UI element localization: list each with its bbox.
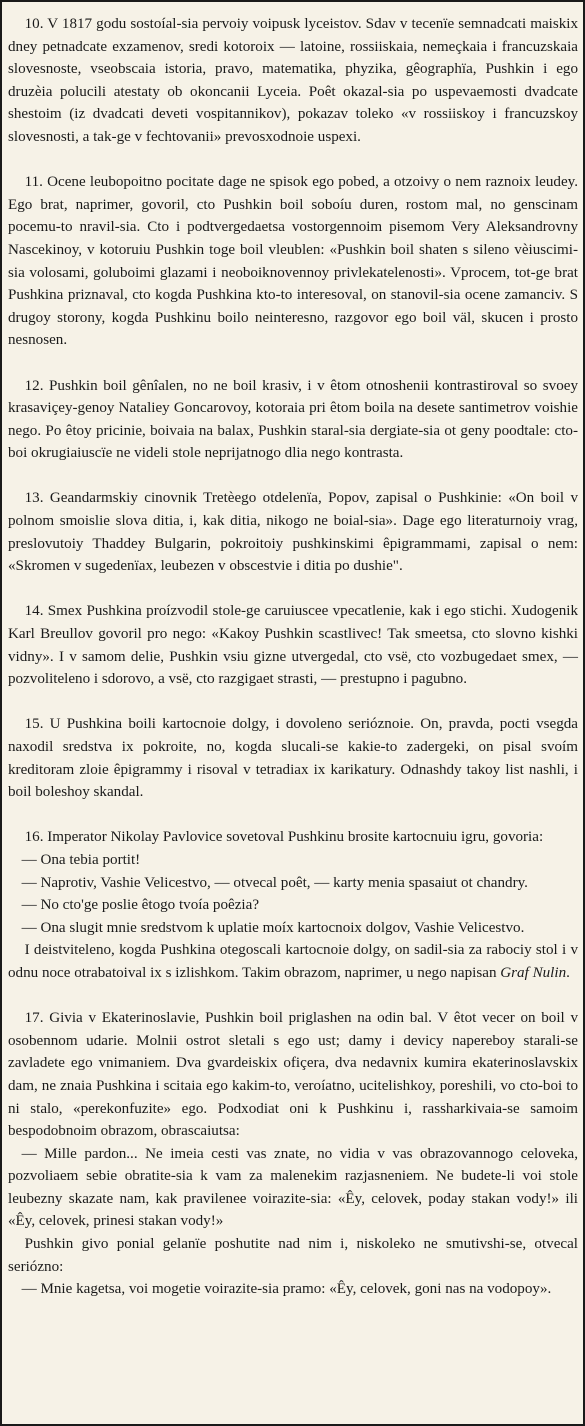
paragraph: 10. V 1817 godu sostoíal-sia pervoiy voipusk lyceistov. Sdav v tecenïe semnadcati maiskix dney petnadcate exzamenov, sredi kotoroix — latoine, rossiiskaia, nemeçkaia i francuzskaia slovesnoste, vseobscaia istoria, pravo, matematika, phyzika, gêographïa, Pushkin i ego druzèia polucili atestaty ob okoncanii Lyceia. Poêt okazal-sia po uspevaemosti dvadcate shestoim (iz dvadcati deveti vospitannikov), pokazav toleko «v rossiiskoy i francuzskoy slovesnosti, a tak-ge v fechtovanii» prevosxodnoie uspexi.: [8, 16, 578, 145]
paragraph: 12. Pushkin boil gênîalen, no ne boil krasiv, i v êtom otnoshenii kontrastiroval so svoey krasaviçey-genoy Nataliey Goncarovoy, kotoraia pri êtom boila na desete santimetrov voishie nego. Po êtoy pricinie, boivaia na balax, Pushkin staral-sia dergiate-sia ot geny poodtale: cto-boi okrugiaiuscïe ne videli stole neprijatnogo dlia nego kontrasta.: [8, 377, 578, 462]
paragraph: 14. Smex Pushkina proízvodil stole-ge caruiuscee vpecatlenie, kak i ego stichi. Xudogenik Karl Breullov govoril pro nego: «Kakoy Pushkin scastlivec! Tak smeetsa, cto slovno kishki vidny». I v samom delie, Pushkin vsiu gizne utvergedal, cto vsë, cto vozbugedaet smex, — pozvoliteleno i sdorovo, a vsë, cto razgigaet strasti, — prestupno i pagubno.: [8, 603, 578, 688]
paragraph: 16. Imperator Nikolay Pavlovice sovetoval Pushkinu brosite kartocnuiu igru, govoria:: [24, 829, 544, 846]
section-14: [8, 600, 578, 690]
work-title: Graf Nulin: [500, 964, 567, 981]
paragraph: 13. Geandarmskiy cinovnik Tretèego otdelenïa, Popov, zapisal o Pushkinie: «On boil v polnom smoislie slova ditia, i, kak ditia, nikogo ne boial-sia». Dage ego literaturnoiy vrag, preslovutoiy Thaddey Bulgarin, pokroitoiy pushkinskimi êpigrammami, zapisal o nem: «Skromen v sugedenïax, leubezen v obscestvie i ditia po dushie".: [8, 490, 578, 575]
section-16: [8, 826, 578, 984]
section-11: [8, 171, 578, 352]
paragraph: 15. U Pushkina boili kartocnoie dolgy, i dovoleno serióznoie. On, pravda, pocti vsegda naxodil sredstva ix pokroite, no, kogda slucali-se kakie-to zadergeki, on pisal svoím kreditoram zloie êpigrammy i risoval v tetradiax ix karikatury. Odnashdy takoy list nashli, i boil boleshoy skandal.: [8, 716, 578, 801]
paragraph: 17. Givia v Ekaterinoslavie, Pushkin boil priglashen na odin bal. V êtot vecer on boil v osobennom udarie. Molnii ostrot sletali s ego ust; damy i devicy napereboy starali-se zavladete ego vnimaniem. Dva gvardeiskix ofiçera, dva nedavnix kumira ekaterinoslavskix dam, ne znaia Pushkina i scitaia ego kakim-to, veroíatno, ucitelishkoy, poreshili, vo cto-boi to ni stalo, «perekonfuzite» ego. Podxodiat oni k Pushkinu i, rassharkivaia-se samoim bespodobnoim obrazom, obrascaiutsa:: [8, 1010, 578, 1140]
section-17: [8, 1007, 578, 1301]
paragraph-tail: .: [566, 964, 570, 981]
section-13: [8, 487, 578, 577]
section-12: [8, 375, 578, 465]
section-10: [8, 13, 578, 149]
paragraph: Pushkin givo ponial gelanïe poshutite nad nim i, niskoleko ne smutivshi-se, otvecal serióznо:: [8, 1236, 578, 1275]
section-15: [8, 713, 578, 803]
dialog-line: — Naprotiv, Vashie Velicestvo, — otvecal poêt, — karty menia spasaiut ot chandry.: [21, 874, 528, 891]
dialog-line: — Ona tebia portit!: [21, 851, 141, 868]
paragraph-text: I deistviteleno, kogda Pushkina otegoscali kartocnoie dolgy, on sadil-sia za rabociy stol i v odnu noce otrabatoival ix s izlishkom. Takim obrazom, naprimer, u nego napisan: [8, 942, 578, 981]
paragraph: 11. Ocene leubopoitno pocitate dage ne spisok ego pobed, a otzoivy o nem raznoix leudey. Ego brat, naprimer, govoril, cto Pushkin boil soboíu duren, rostom mal, no genscinam pocemu-to nravil-sia. Cto i podtvergedaetsa vostorgennoim pisemom Very Aleksandrovny Nascekinoy, v kotoruiu Pushkin toge boil vleublen: «Pushkin boil shaten s sileno vèiuscimi-sia volosami, goluboimi glazami i neoboiknovennoy privlekatelenosti». Vprocem, tot-ge brat Pushkina priznaval, cto kogda Pushkina kto-to interesoval, on stanovil-sia ocene zamanciv. S drugoy storony, kogda Pushkinu boilo neinteresno, razgovor ego boil väl, skucen i prosto nesnosen.: [8, 174, 578, 349]
paragraph-with-title: [8, 939, 578, 984]
dialog-line: — Mnie kagetsa, voi mogetie voirazite-sia pramo: «Êy, celovek, goni nas na vodopoy».: [21, 1281, 552, 1298]
dialog-line: — No cto'ge poslie êtogo tvoía poêzia?: [21, 897, 260, 914]
dialog-line: — Mille pardon... Ne imeia cesti vas znate, no vidia v vas obrazovannogo celoveka, pozvoliaem sebie obratite-sia k vam za malenekim razjasneniem. Ne budete-li voi stole leubezny skazate nam, kak pravilenee voirazite-sia: «Êy, celovek, poday stakan vody!» ili «Êy, celovek, prinesi stakan vody!»: [8, 1145, 578, 1230]
dialog-line: — Ona slugit mnie sredstvom k uplatie moíx kartocnoix dolgov, Vashie Velicestvo.: [21, 919, 525, 936]
